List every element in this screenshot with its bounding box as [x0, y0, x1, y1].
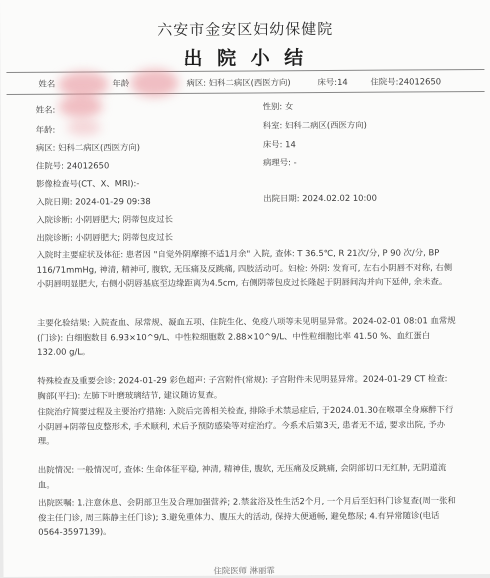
discharge-diagnosis: 出院诊断: 小阴唇肥大; 阴蒂包皮过长	[36, 231, 174, 243]
pathology-number: 病理号: -	[262, 157, 297, 168]
admission-number: 住院号: 24012650	[35, 160, 110, 171]
document-title: 出 院 小 结	[183, 47, 308, 70]
redaction-blur	[59, 95, 103, 117]
hospital-name: 六安市金安区妇幼保健院	[157, 19, 334, 40]
top-age-label: 年龄	[112, 78, 130, 89]
redaction-blur	[130, 69, 178, 97]
redaction-blur	[67, 119, 101, 135]
ward: 病区: 妇科二病区(西医方向)	[35, 142, 141, 153]
admission-date: 入院日期: 2024-01-29 09:38	[36, 196, 151, 207]
special-exams-paragraph: 特殊检查及重要会诊: 2024-01-29 彩色超声: 子宫附件(常规): 子宫附件未见明显异常。2024-01-29 CT 检查: 胸部(平扫): 左肺下叶磨玻璃结节, 建议随访复查。	[37, 373, 448, 401]
top-bed: 床号:14	[317, 76, 348, 88]
discharge-condition-paragraph: 出院情况: 一般情况可, 查体: 生命体征平稳, 神清, 精神佳, 腹软, 无压痛及反跳痛, 会阴部切口无红肿, 无阴道流血。	[37, 462, 447, 490]
lab-results-paragraph: 主要化验结果: 入院查血、尿常规、凝血五项、住院生化、免疫八项等未见明显异常。2024-02-01 08:01 血常规(门诊): 白细胞数目 6.93×10^9/L、中性粒细胞数 2.88×10^9/L、中性粒细胞比率 41.50 %、血红蛋白 132.00 g/L。	[36, 315, 456, 357]
age-label: 年龄:	[35, 124, 56, 135]
imaging-number: 影像检查号(CT、X、MRI):-	[36, 178, 140, 189]
top-name-label: 姓名	[38, 78, 56, 89]
gender: 性别: 女	[262, 101, 294, 112]
redaction-blur	[58, 71, 108, 97]
admission-diagnosis: 入院诊断: 小阴唇肥大; 阴蒂包皮过长	[36, 213, 173, 225]
bed-number: 床号: 14	[262, 139, 296, 150]
physician-signature-line: 住院医师 淋丽霏	[213, 565, 275, 576]
treatment-paragraph: 住院治疗简要过程及主要治疗措施: 入院后完善相关检查, 排除手术禁忌症后, 于2024.01.30在喉罩全身麻醉下行小阴唇+阴蒂包皮整形术, 手术顺利, 术后予预防感染等对症治疗。今系术后第3天, 患者无不适, 要求出院, 予办理。	[37, 404, 454, 446]
top-ward: 病区: 妇科二病区(西医方向)	[186, 77, 291, 88]
department: 科室: 妇科二病区(西医方向)	[262, 119, 367, 131]
discharge-orders-paragraph: 出院医嘱: 1.注意休息、会阴部卫生及合理加强营养; 2.禁盆浴及性生活2个月, 一个月后至妇科门诊复查(周一张和俊主任门诊, 周三陈静主任门诊); 3.避免重体力、腹压大的活动, 保持大便通畅, 避免憋尿; 4.有异常随诊(电话0564-3597139)。	[38, 495, 456, 537]
name-label: 姓名:	[35, 104, 56, 115]
symptoms-paragraph: 入院时主要症状及体征: 患者因 "自觉外阴摩擦不适1月余" 入院, 查体: T 36.5℃, R 21次/分, P 90 次/分, BP 116/71mmHg, 神清, 精神可, 腹软, 无压痛及反跳痛, 四肢活动可。妇检: 外阴: 发育可, 左右小阴唇不对称, 右侧小阴唇明显肥大, 右侧小阴唇基底至边缘距离为4.5cm, 右侧阴蒂包皮过长隆起于阴唇间沟并向下延伸, 余未查。	[36, 247, 453, 289]
discharge-date: 出院日期: 2024.02.02 10:00	[263, 192, 377, 204]
top-admission-no: 住院号:24012650	[370, 76, 442, 87]
